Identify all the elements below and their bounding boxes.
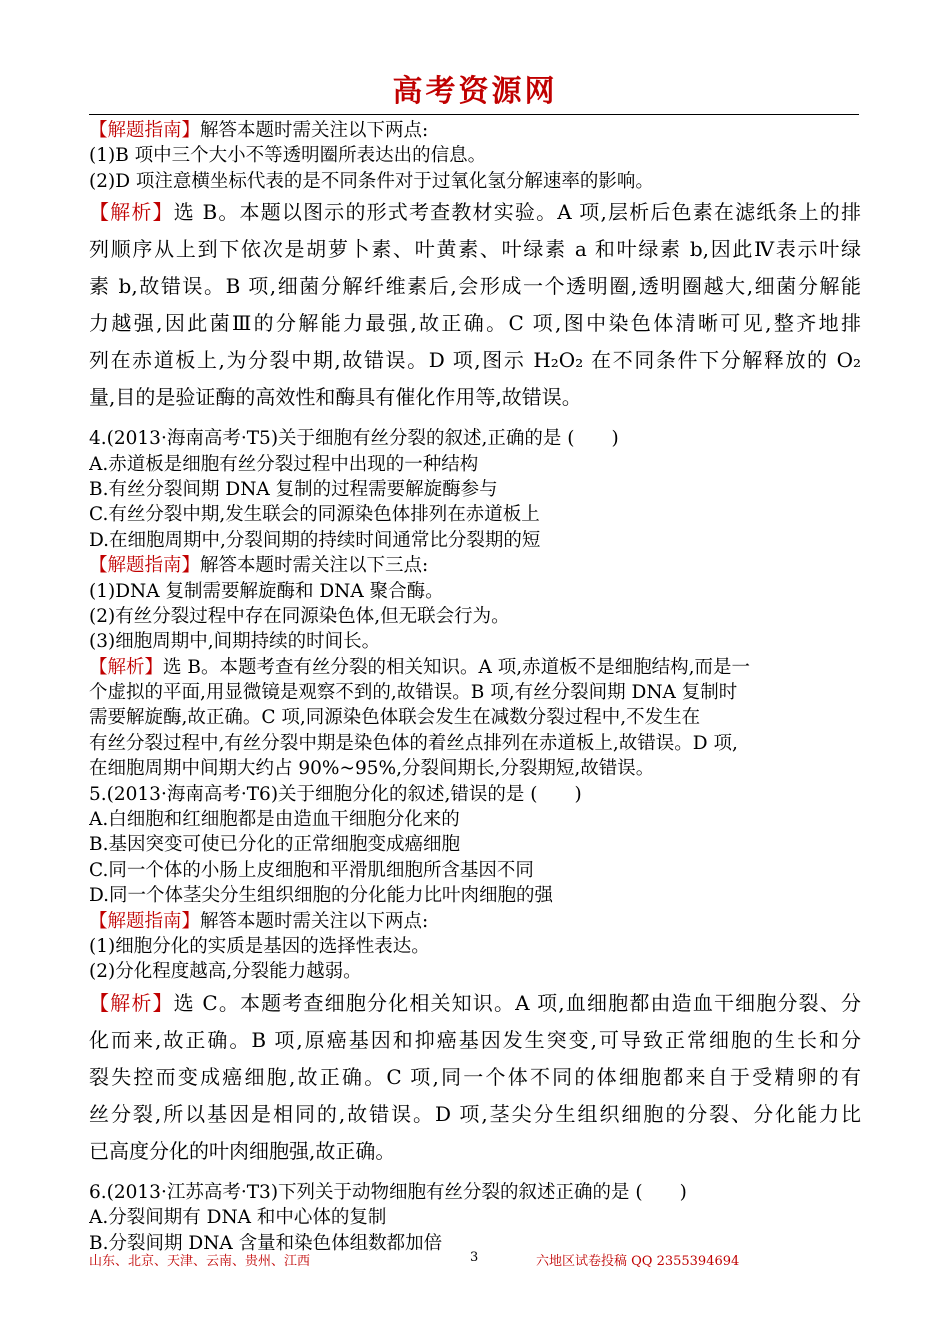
text-line bbox=[89, 756, 861, 781]
document-body bbox=[89, 118, 861, 1256]
line-text: 在细胞周期中间期大约占 90%~95%,分裂间期长,分裂期短,故错误。 bbox=[89, 758, 655, 780]
footer-contact: 六地区试卷投稿 QQ 2355394694 bbox=[536, 1254, 740, 1269]
line-text: (2)分化程度越高,分裂能力越弱。 bbox=[89, 961, 362, 983]
text-line bbox=[89, 379, 861, 416]
line-text: (1)细胞分化的实质是基因的选择性表达。 bbox=[89, 935, 430, 957]
text-line bbox=[89, 604, 861, 629]
text-line bbox=[89, 143, 861, 168]
section-tag: 【解析】 bbox=[89, 656, 164, 678]
text-line bbox=[89, 579, 861, 604]
text-line bbox=[89, 832, 861, 857]
line-text: (1)B 项中三个大小不等透明圈所表达出的信息。 bbox=[89, 145, 487, 167]
text-line bbox=[89, 959, 861, 984]
block-q6 bbox=[89, 1180, 861, 1256]
text-line bbox=[89, 342, 861, 379]
section-tag: 【解题指南】 bbox=[89, 120, 201, 141]
text-line bbox=[89, 1022, 861, 1059]
text-line bbox=[89, 1133, 861, 1170]
text-line bbox=[89, 502, 861, 527]
block-q3-analysis bbox=[89, 194, 861, 416]
line-text: A.赤道板是细胞有丝分裂过程中出现的一种结构 bbox=[89, 453, 479, 475]
text-line bbox=[89, 985, 861, 1022]
text-line bbox=[89, 305, 861, 342]
text-line bbox=[89, 194, 861, 231]
footer-regions: 山东、北京、天津、云南、贵州、江西 bbox=[89, 1254, 311, 1269]
section-tag: 【解析】 bbox=[89, 990, 174, 1015]
line-text: 4.(2013·海南高考·T5)关于细胞有丝分裂的叙述,正确的是 ( ) bbox=[89, 428, 619, 450]
line-text: 列顺序从上到下依次是胡萝卜素、叶黄素、叶绿素 a 和叶绿素 b,因此Ⅳ表示叶绿 bbox=[89, 237, 861, 262]
text-line bbox=[89, 1180, 861, 1205]
line-text: D.同一个体茎尖分生组织细胞的分化能力比叶肉细胞的强 bbox=[89, 885, 554, 907]
spacer bbox=[89, 416, 861, 426]
text-line bbox=[89, 118, 861, 143]
page-number: 3 bbox=[470, 1250, 479, 1265]
text-line bbox=[89, 858, 861, 883]
block-q4-q5 bbox=[89, 426, 861, 985]
line-text: 5.(2013·海南高考·T6)关于细胞分化的叙述,错误的是 ( ) bbox=[89, 783, 582, 805]
line-text: 量,目的是验证酶的高效性和酶具有催化作用等,故错误。 bbox=[89, 385, 582, 410]
line-text: 裂失控而变成癌细胞,故正确。C 项,同一个体不同的体细胞都来自于受精卵的有 bbox=[89, 1064, 861, 1089]
section-tag: 【解题指南】 bbox=[89, 555, 201, 577]
line-text: (2)D 项注意横坐标代表的是不同条件对于过氧化氢分解速率的影响。 bbox=[89, 170, 654, 192]
line-text: C.有丝分裂中期,发生联会的同源染色体排列在赤道板上 bbox=[89, 504, 540, 526]
text-line bbox=[89, 731, 861, 756]
text-line bbox=[89, 452, 861, 477]
section-tag: 【解题指南】 bbox=[89, 910, 201, 932]
line-text: B.分裂间期 DNA 含量和染色体组数都加倍 bbox=[89, 1232, 443, 1254]
line-text: 选 B。本题考查有丝分裂的相关知识。A 项,赤道板不是细胞结构,而是一 bbox=[163, 656, 750, 678]
text-line bbox=[89, 1205, 861, 1230]
text-line bbox=[89, 426, 861, 451]
line-text: A.分裂间期有 DNA 和中心体的复制 bbox=[89, 1207, 387, 1229]
line-text: 选 C。本题考查细胞分化相关知识。A 项,血细胞都由造血干细胞分裂、分 bbox=[173, 990, 861, 1015]
header-rule bbox=[89, 114, 859, 115]
text-line bbox=[89, 1096, 861, 1133]
line-text: (2)有丝分裂过程中存在同源染色体,但无联会行为。 bbox=[89, 605, 510, 627]
text-line bbox=[89, 268, 861, 305]
section-tag: 【解析】 bbox=[89, 200, 174, 225]
line-text: 素 b,故错误。B 项,细菌分解纤维素后,会形成一个透明圈,透明圈越大,细菌分解能 bbox=[89, 274, 861, 299]
block-q3-guide bbox=[89, 118, 861, 194]
line-text: 解答本题时需关注以下两点: bbox=[200, 120, 429, 141]
line-text: 力越强,因此菌Ⅲ的分解能力最强,故正确。C 项,图中染色体清晰可见,整齐地排 bbox=[89, 311, 861, 336]
spacer bbox=[89, 1170, 861, 1180]
line-text: 丝分裂,所以基因是相同的,故错误。D 项,茎尖分生组织细胞的分裂、分化能力比 bbox=[89, 1101, 861, 1126]
text-line bbox=[89, 909, 861, 934]
text-line bbox=[89, 705, 861, 730]
line-text: 个虚拟的平面,用显微镜是观察不到的,故错误。B 项,有丝分裂间期 DNA 复制时 bbox=[89, 682, 738, 704]
text-line bbox=[89, 807, 861, 832]
text-line bbox=[89, 553, 861, 578]
line-text: 选 B。本题以图示的形式考查教材实验。A 项,层析后色素在滤纸条上的排 bbox=[173, 200, 861, 225]
line-text: 有丝分裂过程中,有丝分裂中期是染色体的着丝点排列在赤道板上,故错误。D 项, bbox=[89, 732, 738, 754]
line-text: 列在赤道板上,为分裂中期,故错误。D 项,图示 H₂O₂ 在不同条件下分解释放的 O₂ bbox=[89, 348, 861, 373]
text-line bbox=[89, 934, 861, 959]
page-header-title: 高考资源网 bbox=[392, 74, 558, 109]
text-line bbox=[89, 1059, 861, 1096]
line-text: B.基因突变可使已分化的正常细胞变成癌细胞 bbox=[89, 834, 460, 856]
line-text: 6.(2013·江苏高考·T3)下列关于动物细胞有丝分裂的叙述正确的是 ( ) bbox=[89, 1181, 687, 1203]
line-text: A.白细胞和红细胞都是由造血干细胞分化来的 bbox=[89, 809, 460, 831]
text-line bbox=[89, 169, 861, 194]
text-line bbox=[89, 231, 861, 268]
text-line bbox=[89, 477, 861, 502]
text-line bbox=[89, 883, 861, 908]
text-line bbox=[89, 680, 861, 705]
line-text: 解答本题时需关注以下三点: bbox=[200, 555, 429, 577]
block-q5-analysis bbox=[89, 985, 861, 1170]
line-text: (3)细胞周期中,间期持续的时间长。 bbox=[89, 631, 381, 653]
line-text: (1)DNA 复制需要解旋酶和 DNA 聚合酶。 bbox=[89, 580, 444, 602]
line-text: C.同一个体的小肠上皮细胞和平滑肌细胞所含基因不同 bbox=[89, 859, 534, 881]
line-text: B.有丝分裂间期 DNA 复制的过程需要解旋酶参与 bbox=[89, 478, 498, 500]
line-text: 化而来,故正确。B 项,原癌基因和抑癌基因发生突变,可导致正常细胞的生长和分 bbox=[89, 1027, 861, 1052]
text-line bbox=[89, 629, 861, 654]
line-text: D.在细胞周期中,分裂间期的持续时间通常比分裂期的短 bbox=[89, 529, 541, 551]
text-line bbox=[89, 782, 861, 807]
text-line bbox=[89, 655, 861, 680]
line-text: 解答本题时需关注以下两点: bbox=[200, 910, 429, 932]
line-text: 已高度分化的叶肉细胞强,故正确。 bbox=[89, 1138, 396, 1163]
text-line bbox=[89, 528, 861, 553]
line-text: 需要解旋酶,故正确。C 项,同源染色体联会发生在减数分裂过程中,不发生在 bbox=[89, 707, 701, 729]
